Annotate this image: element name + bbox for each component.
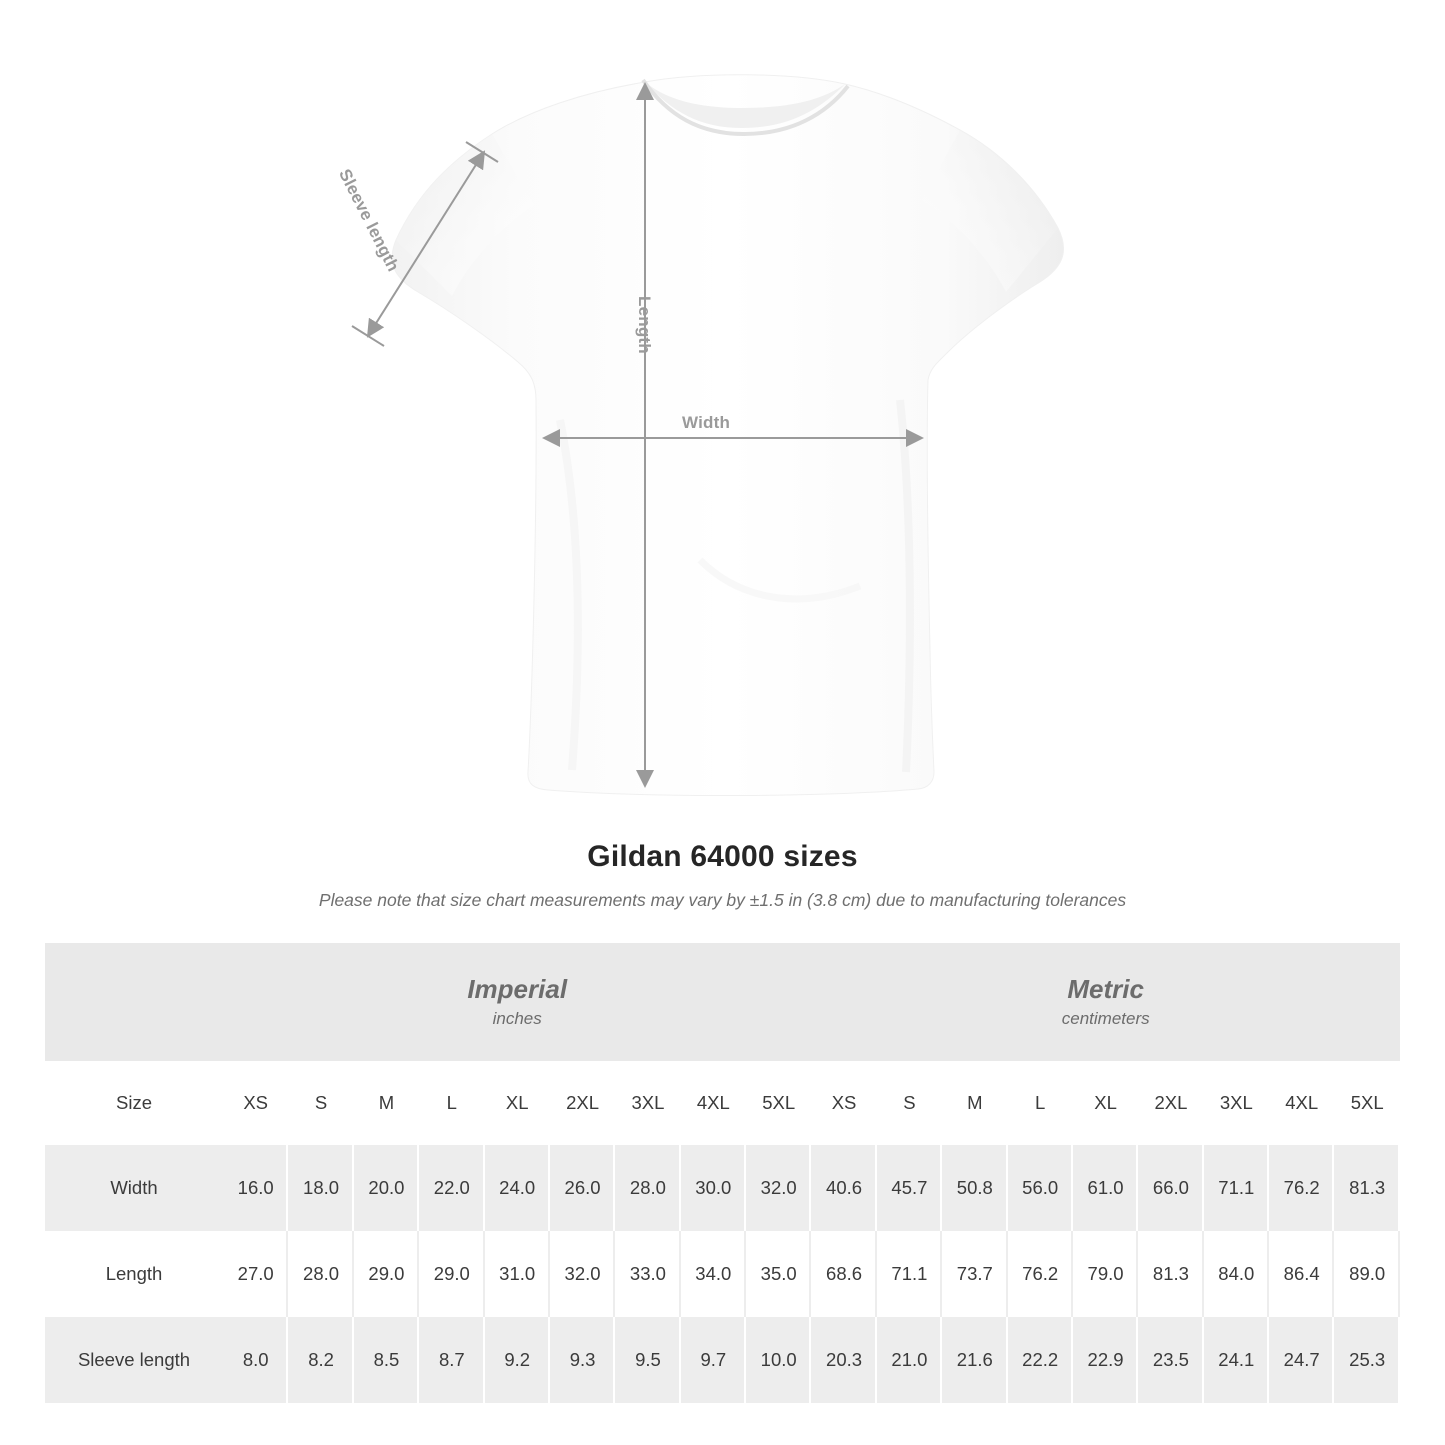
- measurement-cell: 31.0: [485, 1231, 550, 1317]
- measurement-cell: 84.0: [1204, 1231, 1269, 1317]
- measurement-cell: 24.1: [1204, 1317, 1269, 1403]
- measurement-cell: 8.5: [354, 1317, 419, 1403]
- row-label-sleeve-length: Sleeve length: [45, 1317, 223, 1403]
- page-title: Gildan 64000 sizes: [587, 840, 858, 873]
- measurement-cell: 24.0: [485, 1145, 550, 1231]
- measurement-cell: 21.6: [942, 1317, 1007, 1403]
- measurement-cell: 32.0: [746, 1145, 811, 1231]
- measurement-cell: 8.0: [223, 1317, 288, 1403]
- measurement-cell: 89.0: [1334, 1231, 1400, 1317]
- measurement-cell: 10.0: [746, 1317, 811, 1403]
- tolerance-note: Please note that size chart measurements may vary by ±1.5 in (3.8 cm) due to manufacturing tolerances: [318, 890, 1127, 910]
- measurement-cell: 81.3: [1138, 1231, 1203, 1317]
- unit-header-row: [45, 943, 1400, 1061]
- size-table-wrapper: [45, 943, 1400, 1403]
- measurement-cell: 45.7: [877, 1145, 942, 1231]
- measurement-cell: 23.5: [1138, 1317, 1203, 1403]
- size-header-cell: 2XL: [1138, 1061, 1203, 1145]
- measurement-cell: 56.0: [1008, 1145, 1073, 1231]
- row-label-length: Length: [45, 1231, 223, 1317]
- measurement-cell: 79.0: [1073, 1231, 1138, 1317]
- row-label-width: Width: [45, 1145, 223, 1231]
- measurement-cell: 86.4: [1269, 1231, 1334, 1317]
- unit-imperial-cell: [223, 943, 811, 1061]
- size-chart-table: [45, 943, 1400, 1403]
- measurement-cell: 8.2: [288, 1317, 353, 1403]
- unit-spacer-cell: [45, 943, 223, 1061]
- size-row-label: Size: [45, 1061, 223, 1145]
- size-header-cell: L: [419, 1061, 484, 1145]
- measurement-cell: 66.0: [1138, 1145, 1203, 1231]
- measurement-cell: 76.2: [1008, 1231, 1073, 1317]
- size-header-cell: 5XL: [746, 1061, 811, 1145]
- measurement-cell: 71.1: [877, 1231, 942, 1317]
- size-header-row: [45, 1061, 1400, 1145]
- sleeve-length-dimension-label: Sleeve length: [335, 166, 403, 275]
- measurement-cell: 9.3: [550, 1317, 615, 1403]
- unit-imperial-name: Imperial: [467, 973, 568, 1004]
- size-header-cell: L: [1008, 1061, 1073, 1145]
- measurement-cell: 8.7: [419, 1317, 484, 1403]
- measurement-cell: 61.0: [1073, 1145, 1138, 1231]
- measurement-cell: 33.0: [615, 1231, 680, 1317]
- measurement-cell: 9.2: [485, 1317, 550, 1403]
- measurement-cell: 27.0: [223, 1231, 288, 1317]
- measurement-cell: 18.0: [288, 1145, 353, 1231]
- unit-imperial-sub: inches: [492, 1009, 542, 1029]
- size-header-cell: 5XL: [1334, 1061, 1400, 1145]
- width-dimension-label: Width: [682, 413, 731, 432]
- unit-metric-cell: [811, 943, 1400, 1061]
- size-header-cell: 3XL: [1204, 1061, 1269, 1145]
- measurement-cell: 30.0: [681, 1145, 746, 1231]
- measurement-cell: 29.0: [419, 1231, 484, 1317]
- measurement-cell: 29.0: [354, 1231, 419, 1317]
- measurement-cell: 9.5: [615, 1317, 680, 1403]
- measurement-cell: 35.0: [746, 1231, 811, 1317]
- size-header-cell: 2XL: [550, 1061, 615, 1145]
- measurement-cell: 22.9: [1073, 1317, 1138, 1403]
- measurement-cell: 24.7: [1269, 1317, 1334, 1403]
- size-header-cell: XL: [1073, 1061, 1138, 1145]
- size-header-cell: M: [354, 1061, 419, 1145]
- length-dimension-label: Length: [635, 296, 654, 354]
- size-header-cell: S: [288, 1061, 353, 1145]
- measurement-cell: 73.7: [942, 1231, 1007, 1317]
- measurement-cell: 20.0: [354, 1145, 419, 1231]
- measurement-cell: 76.2: [1269, 1145, 1334, 1231]
- measurement-cell: 20.3: [811, 1317, 876, 1403]
- measurement-cell: 9.7: [681, 1317, 746, 1403]
- size-header-cell: S: [877, 1061, 942, 1145]
- measurement-cell: 28.0: [288, 1231, 353, 1317]
- measurement-cell: 25.3: [1334, 1317, 1400, 1403]
- size-header-cell: XL: [485, 1061, 550, 1145]
- size-header-cell: M: [942, 1061, 1007, 1145]
- measurement-cell: 22.2: [1008, 1317, 1073, 1403]
- unit-metric-sub: centimeters: [1061, 1009, 1150, 1029]
- table-row-sleeve-length: [45, 1317, 1400, 1403]
- measurement-cell: 34.0: [681, 1231, 746, 1317]
- measurement-cell: 28.0: [615, 1145, 680, 1231]
- size-header-cell: 4XL: [1269, 1061, 1334, 1145]
- table-row-width: [45, 1145, 1400, 1231]
- measurement-cell: 40.6: [811, 1145, 876, 1231]
- measurement-cell: 81.3: [1334, 1145, 1400, 1231]
- unit-metric-name: Metric: [1067, 973, 1144, 1004]
- measurement-cell: 21.0: [877, 1317, 942, 1403]
- measurement-cell: 71.1: [1204, 1145, 1269, 1231]
- size-header-cell: 4XL: [681, 1061, 746, 1145]
- table-row-length: [45, 1231, 1400, 1317]
- measurement-cell: 50.8: [942, 1145, 1007, 1231]
- size-header-cell: XS: [811, 1061, 876, 1145]
- measurement-cell: 16.0: [223, 1145, 288, 1231]
- size-header-cell: 3XL: [615, 1061, 680, 1145]
- measurement-cell: 22.0: [419, 1145, 484, 1231]
- measurement-cell: 32.0: [550, 1231, 615, 1317]
- measurement-cell: 68.6: [811, 1231, 876, 1317]
- measurement-cell: 26.0: [550, 1145, 615, 1231]
- size-header-cell: XS: [223, 1061, 288, 1145]
